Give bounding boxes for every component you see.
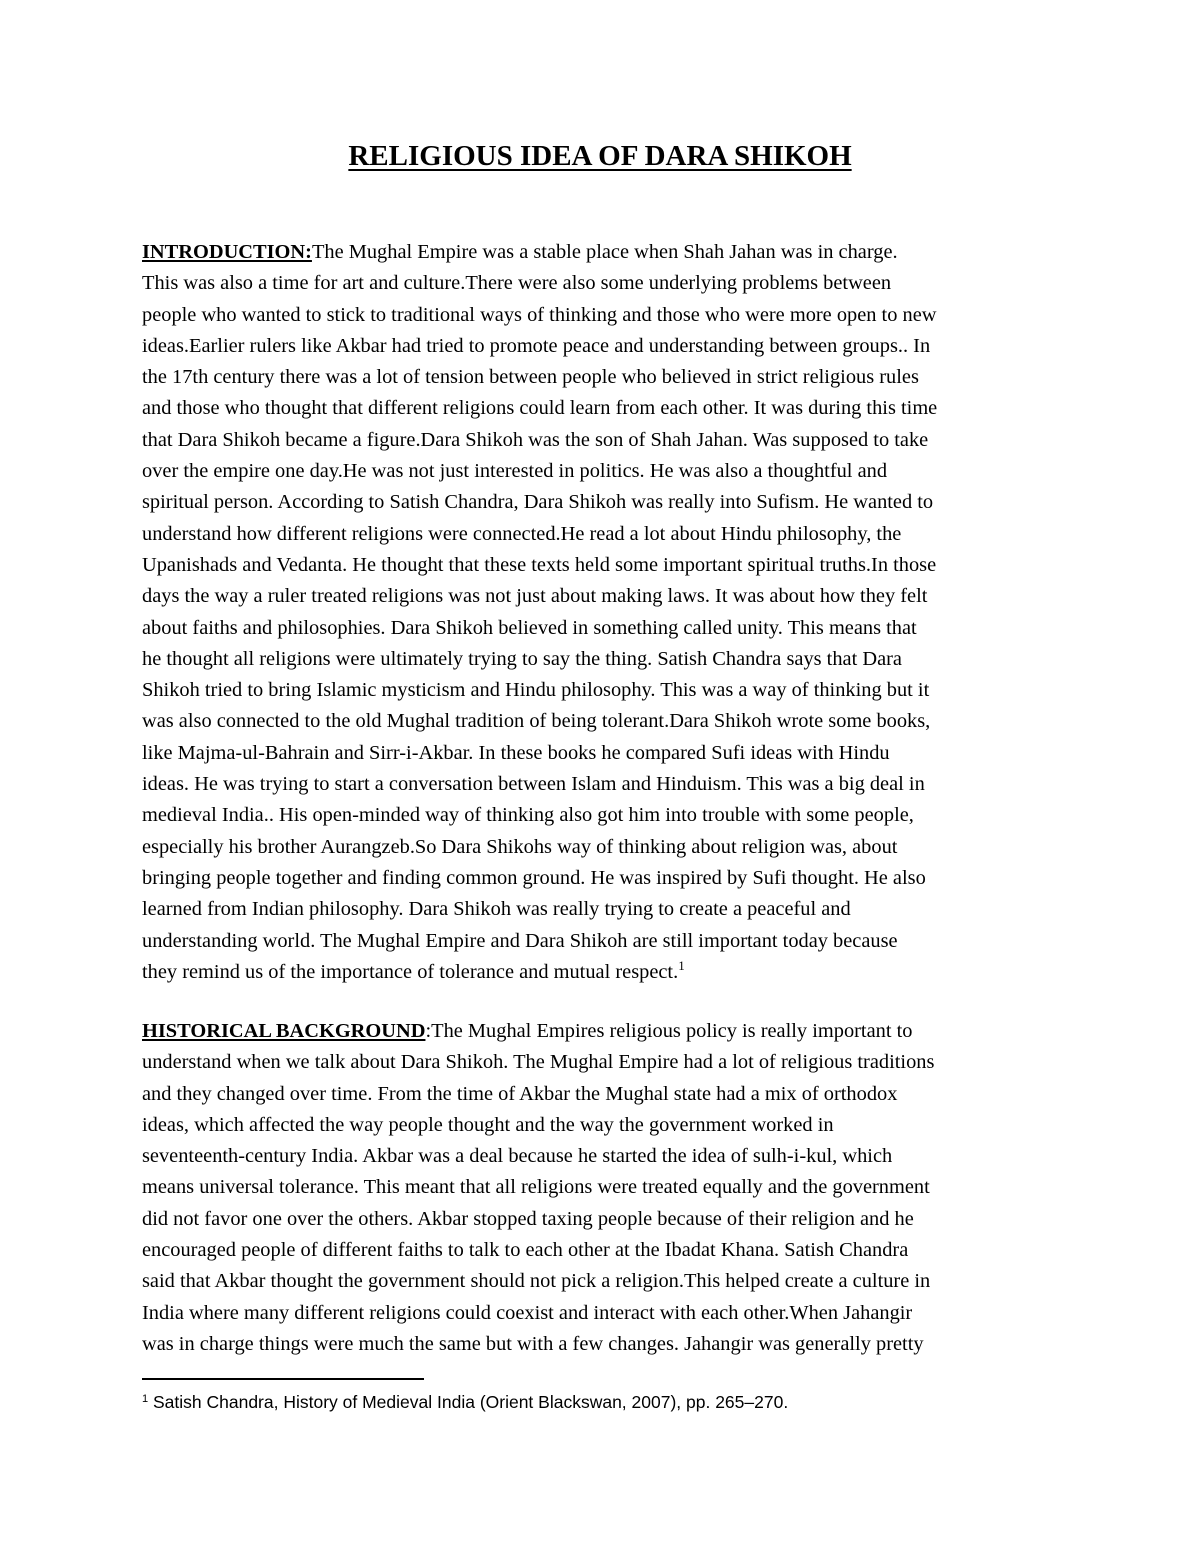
- paragraph-line: [142, 237, 1062, 268]
- paragraph-line: about faiths and philosophies. Dara Shikoh believed in something called unity. This means that: [142, 616, 917, 639]
- footnote-separator: [142, 1378, 424, 1380]
- paragraph-line: days the way a ruler treated religions was not just about making laws. It was about how they felt: [142, 585, 928, 608]
- paragraph-line: did not favor one over the others. Akbar stopped taxing people because of their religion and he: [142, 1207, 914, 1230]
- paragraph-line: understanding world. The Mughal Empire and Dara Shikoh are still important today because: [142, 929, 898, 952]
- paragraph-line: over the empire one day.He was not just interested in politics. He was also a thoughtful and: [142, 460, 888, 483]
- paragraph-text: :The Mughal Empires religious policy is really important to: [425, 1020, 913, 1042]
- introduction-paragraph: [142, 237, 1062, 988]
- paragraph-line: ideas. He was trying to start a conversation between Islam and Hinduism. This was a big deal in: [142, 773, 925, 796]
- footnote-text: Satish Chandra, History of Medieval India (Orient Blackswan, 2007), pp. 265–270.: [148, 1392, 789, 1412]
- footnote: [142, 1391, 788, 1413]
- paragraph-text: they remind us of the importance of tolerance and mutual respect.: [142, 960, 679, 983]
- paragraph-line: understand when we talk about Dara Shikoh. The Mughal Empire had a lot of religious traditions: [142, 1051, 935, 1074]
- paragraph-line: was also connected to the old Mughal tradition of being tolerant.Dara Shikoh wrote some books,: [142, 710, 931, 733]
- paragraph-line: was in charge things were much the same but with a few changes. Jahangir was generally pretty: [142, 1332, 924, 1355]
- paragraph-line: and those who thought that different religions could learn from each other. It was during this time: [142, 397, 938, 420]
- paragraph-line: India where many different religions could coexist and interact with each other.When Jahangir: [142, 1301, 913, 1324]
- paragraph-line: like Majma-ul-Bahrain and Sirr-i-Akbar. In these books he compared Sufi ideas with Hindu: [142, 741, 890, 764]
- paragraph-line: the 17th century there was a lot of tension between people who believed in strict religious rules: [142, 366, 919, 389]
- paragraph-line: This was also a time for art and culture.There were also some underlying problems between: [142, 272, 892, 295]
- historical-background-paragraph: [142, 1016, 1062, 1360]
- paragraph-line: understand how different religions were connected.He read a lot about Hindu philosophy, the: [142, 522, 902, 545]
- paragraph-line: especially his brother Aurangzeb.So Dara Shikohs way of thinking about religion was, about: [142, 835, 898, 858]
- paragraph-line: spiritual person. According to Satish Chandra, Dara Shikoh was really into Sufism. He wanted to: [142, 491, 934, 514]
- paragraph-text: The Mughal Empire was a stable place when Shah Jahan was in charge.: [311, 241, 898, 263]
- paragraph-line: means universal tolerance. This meant that all religions were treated equally and the government: [142, 1176, 930, 1199]
- paragraph-line: encouraged people of different faiths to talk to each other at the Ibadat Khana. Satish Chandra: [142, 1239, 909, 1262]
- introduction-heading: INTRODUCTION:: [142, 241, 312, 263]
- paragraph-line: Upanishads and Vedanta. He thought that these texts held some important spiritual truths.In those: [142, 553, 937, 576]
- footnote-reference[interactable]: 1: [678, 957, 685, 973]
- paragraph-line: and they changed over time. From the time of Akbar the Mughal state had a mix of orthodox: [142, 1082, 898, 1105]
- paragraph-line: Shikoh tried to bring Islamic mysticism and Hindu philosophy. This was a way of thinking but it: [142, 679, 930, 702]
- paragraph-line: [142, 957, 1062, 988]
- paragraph-line: said that Akbar thought the government should not pick a religion.This helped create a culture in: [142, 1270, 931, 1293]
- paragraph-line: that Dara Shikoh became a figure.Dara Shikoh was the son of Shah Jahan. Was supposed to take: [142, 428, 929, 451]
- footnote-mark: 1: [142, 1393, 149, 1405]
- paragraph-line: he thought all religions were ultimately trying to say the thing. Satish Chandra says that Dara: [142, 647, 902, 670]
- paragraph-line: [142, 1016, 1062, 1047]
- paragraph-line: people who wanted to stick to traditional ways of thinking and those who were more open to new: [142, 303, 937, 326]
- paragraph-line: ideas.Earlier rulers like Akbar had tried to promote peace and understanding between groups.. In: [142, 334, 931, 357]
- paragraph-line: ideas, which affected the way people thought and the way the government worked in: [142, 1113, 834, 1136]
- paragraph-line: bringing people together and finding common ground. He was inspired by Sufi thought. He also: [142, 866, 926, 889]
- document-title: RELIGIOUS IDEA OF DARA SHIKOH: [348, 140, 852, 172]
- paragraph-line: medieval India.. His open-minded way of thinking also got him into trouble with some people,: [142, 804, 914, 827]
- historical-background-heading: HISTORICAL BACKGROUND: [142, 1020, 426, 1042]
- paragraph-line: seventeenth-century India. Akbar was a deal because he started the idea of sulh-i-kul, which: [142, 1145, 893, 1168]
- paragraph-line: learned from Indian philosophy. Dara Shikoh was really trying to create a peaceful and: [142, 898, 851, 921]
